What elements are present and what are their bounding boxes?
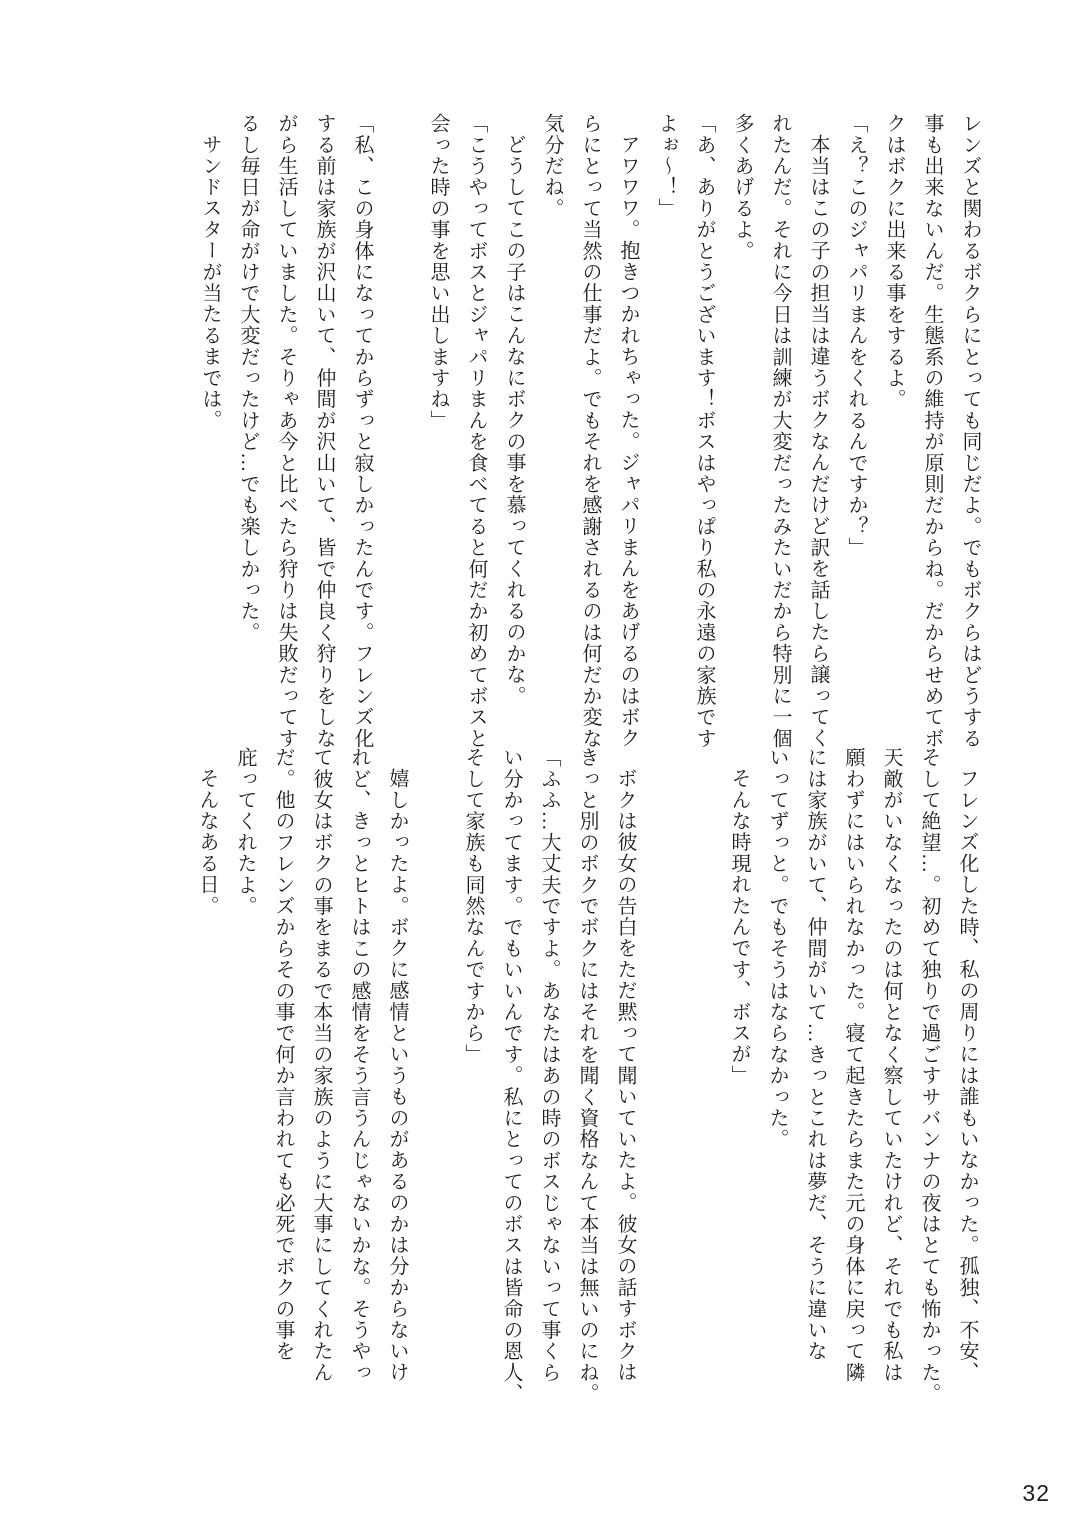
text-column: らにとって当然の仕事だよ。でもそれを感謝されるのは何だか変な <box>579 113 601 749</box>
text-column: アワワワ。抱きつかれちゃった。ジャパリまんをあげるのはボク <box>617 134 639 749</box>
text-column <box>381 113 419 813</box>
text-column: るし毎日が命がけで大変だったけど…でも楽しかった。 <box>237 113 259 643</box>
top-text-block <box>191 113 989 813</box>
text-column: そして家族も同然なんですから」 <box>462 747 484 1065</box>
text-column: レンズと関わるボクらにとっても同じだよ。でもボクらはどうする <box>959 113 981 749</box>
text-column: だ。他のフレンズからその事で何か言われても必死でボクの事を <box>272 747 294 1362</box>
text-column: れたんだ。それに今日は訓練が大変だったみたいだから特別に一個 <box>769 113 791 749</box>
text-column: どうしてこの子はこんなにボクの事を慕ってくれるのかな。 <box>503 134 525 707</box>
text-column <box>644 747 682 1447</box>
text-column <box>682 747 720 1447</box>
text-column: て彼女はボクの事をまるで本当の家族のように大事にしてくれたん <box>310 747 332 1383</box>
text-column: クはボクに出来る事をするよ。 <box>883 113 905 410</box>
text-column: 多くあげるよ。 <box>731 113 753 262</box>
text-column: そして絶望…。初めて独りで過ごすサバンナの夜はとても怖かった。 <box>918 747 940 1405</box>
text-column: 事も出来ないんだ。生態系の維持が原則だからね。だからせめてボ <box>921 113 943 749</box>
text-column: 本当はこの子の担当は違うボクなんだけど訳を話したら譲ってく <box>807 134 829 749</box>
text-column: には家族がいて、仲間がいて…きっとこれは夢だ、そうに違いな <box>804 747 826 1362</box>
text-column: 「あ、ありがとうございます！ボスはやっぱり私の永遠の家族です <box>693 113 715 749</box>
text-column: そんな時現れたんです、ボスが」 <box>728 768 750 1086</box>
text-column: フレンズ化した時、私の周りには誰もいなかった。孤独、不安、 <box>956 768 978 1383</box>
text-column: きっと別のボクでボクにはそれを聞く資格なんて本当は無いのにね。 <box>576 747 598 1405</box>
text-column: サンドスターが当たるまでは。 <box>199 134 221 431</box>
text-column: よぉ～！」 <box>655 113 677 219</box>
text-column: 庇ってくれたよ。 <box>234 747 256 917</box>
text-column: 「ふふ…大丈夫ですよ。あなたはあの時のボスじゃないって事くら <box>538 747 560 1383</box>
text-column: 会った時の事を思い出しますね」 <box>427 113 449 431</box>
text-column: する前は家族が沢山いて、仲間が沢山いて、皆で仲良く狩りをしな <box>313 113 335 749</box>
text-column: ボクは彼女の告白をただ黙って聞いていたよ。彼女の話すボクは <box>614 768 636 1383</box>
text-column: 「こうやってボスとジャパリまんを食べてると何だか初めてボスと <box>465 113 487 749</box>
bottom-text-block <box>188 747 986 1447</box>
text-column: 願わずにはいられなかった。寝て起きたらまた元の身体に戻って隣 <box>842 747 864 1384</box>
text-column: 「私、この身体になってからずっと寂しかったんです。フレンズ化 <box>351 113 373 749</box>
page-number: 32 <box>1022 1480 1050 1506</box>
text-column: 気分だね。 <box>541 113 563 219</box>
text-column: がら生活していました。そりゃあ今と比べたら狩りは失敗だってす <box>275 113 297 749</box>
text-column <box>416 747 454 1447</box>
text-column: 「え？このジャパリまんをくれるんですか？」 <box>845 113 867 559</box>
text-column: れど、きっとヒトはこの感情をそう言うんじゃないかな。そうやっ <box>348 747 370 1383</box>
text-column: い分かってます。でもいいんです。私にとってのボスは皆命の恩人、 <box>500 747 522 1405</box>
text-column: そんなある日。 <box>196 768 218 917</box>
text-column: 嬉しかったよ。ボクに感情というものがあるのかは分からないけ <box>386 768 408 1383</box>
text-column: 天敵がいなくなったのは何となく察していたけれど、それでも私は <box>880 747 902 1383</box>
text-column: いってずっと。でもそうはならなかった。 <box>766 747 788 1150</box>
